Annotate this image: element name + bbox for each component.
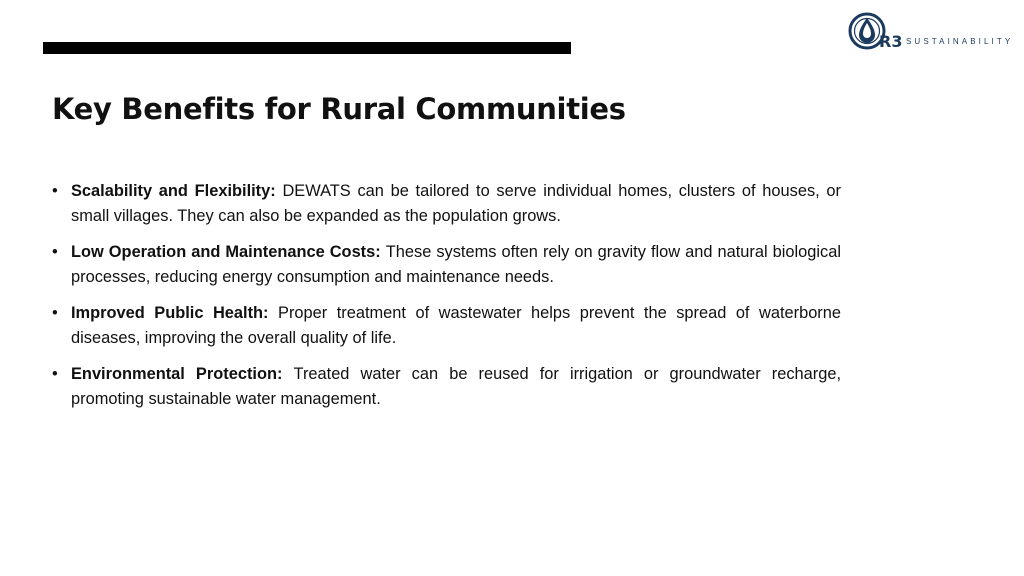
bullet-text: Proper treatment of wastewater helps prevent the spread of waterborne diseases, improving the overall quality of life. [71,304,841,347]
list-item [52,301,841,351]
bullet-term: Scalability and Flexibility: [71,182,283,200]
benefits-list [52,179,841,423]
bullet-text: Treated water can be reused for irrigation or groundwater recharge, promoting sustainable water management. [71,365,842,408]
water-drop-ring-icon [846,10,912,52]
list-item [52,179,841,229]
bullet-text: These systems often rely on gravity flow and natural biological processes, reducing energy consumption and maintenance needs. [71,243,841,286]
page-title: Key Benefits for Rural Communities [52,92,626,126]
bullet-icon: • [52,182,58,200]
logo-mark-text: R3 [879,32,903,51]
logo-text: SUSTAINABILITY [906,37,1014,46]
company-logo [846,8,1022,54]
list-item [52,362,841,412]
list-item [52,240,841,290]
bullet-term: Improved Public Health: [71,304,279,322]
bullet-text: DEWATS can be tailored to serve individual homes, clusters of houses, or small villages. They can also be expanded as the population grows. [71,182,841,225]
bullet-icon: • [52,365,58,383]
bullet-icon: • [52,243,58,261]
bullet-term: Environmental Protection: [71,365,294,383]
bullet-term: Low Operation and Maintenance Costs: [71,243,386,261]
header-accent-bar [43,42,571,54]
bullet-icon: • [52,304,58,322]
